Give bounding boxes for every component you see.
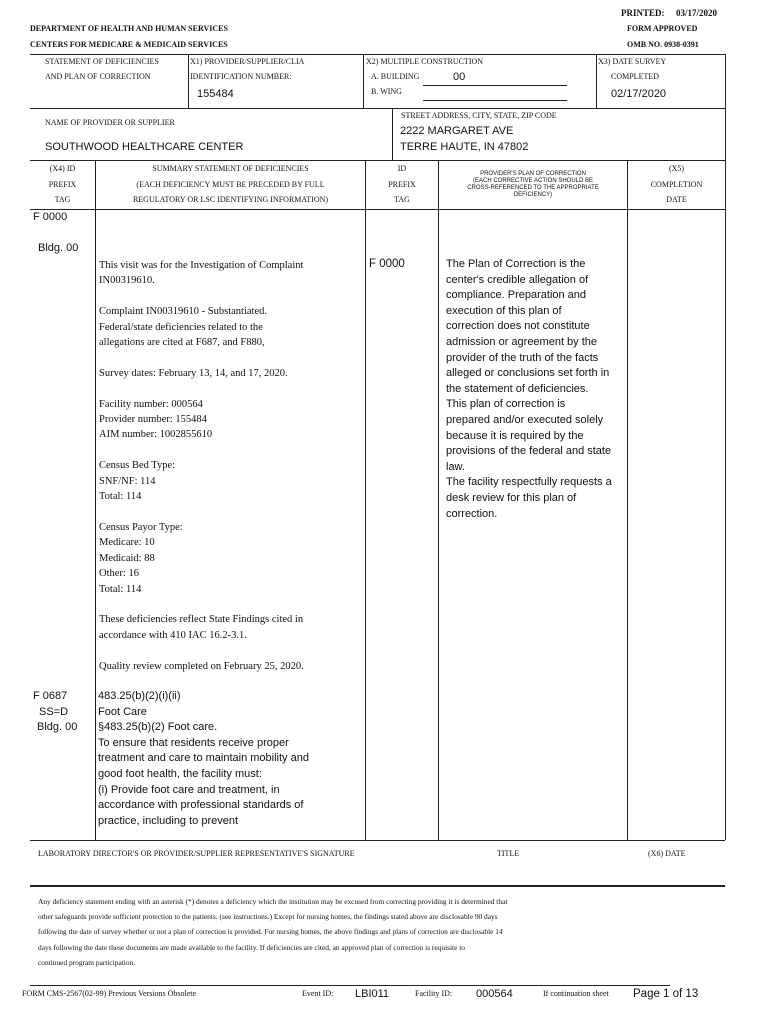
- x1-label-line2: IDENTIFICATION NUMBER:: [190, 72, 292, 81]
- signature-date-label: (X6) DATE: [648, 849, 686, 858]
- wing-label: B. WING: [371, 87, 402, 96]
- id-header-line1: ID: [397, 164, 407, 173]
- cms-name: CENTERS FOR MEDICARE & MEDICAID SERVICES: [30, 40, 228, 49]
- plan-header-line2: (EACH CORRECTIVE ACTION SHOULD BE: [472, 178, 594, 184]
- form-approved: FORM APPROVED: [627, 24, 698, 33]
- x4-header-line1: (X4) ID: [49, 164, 76, 173]
- x5-header-line1: (X5): [668, 164, 685, 173]
- x5-header-line2: COMPLETION: [650, 180, 703, 189]
- omb-number: OMB NO. 0938-0391: [627, 40, 699, 49]
- x4-header-line2: PREFIX: [48, 180, 77, 189]
- summary-header-line3: REGULATORY OR LSC IDENTIFYING INFORMATION): [132, 195, 329, 204]
- building-tag-f0687: Bldg. 00: [37, 721, 78, 734]
- statement-label-line2: AND PLAN OF CORRECTION: [45, 72, 151, 81]
- building-label: A. BUILDING: [371, 72, 420, 81]
- x3-label-line2: COMPLETED: [611, 72, 659, 81]
- page-number: Page 1 of 13: [633, 988, 699, 1000]
- building-tag: Bldg. 00: [38, 242, 79, 254]
- event-id-label: Event ID:: [302, 989, 334, 998]
- signature-label: LABORATORY DIRECTOR'S OR PROVIDER/SUPPLIER REPRESENTATIVE'S SIGNATURE: [38, 849, 355, 858]
- plan-header-line3: CROSS-REFERENCED TO THE APPROPRIATE: [467, 185, 599, 191]
- x3-label-line1: X3) DATE SURVEY: [598, 57, 667, 66]
- x5-header-line3: DATE: [666, 195, 687, 204]
- provider-id-number: 155484: [197, 88, 234, 100]
- continuation-label: If continuation sheet: [543, 989, 609, 998]
- form-number: FORM CMS-2567(02-99) Previous Versions Obsolete: [22, 989, 197, 998]
- printed-label: PRINTED:: [621, 8, 665, 18]
- plan-header-line4: DEFICIENCY): [513, 192, 553, 198]
- id-header-line2: PREFIX: [388, 180, 416, 189]
- x2-label: X2) MULTIPLE CONSTRUCTION: [366, 57, 484, 66]
- facility-id-value: 000564: [476, 988, 513, 1000]
- x1-label-line1: X1) PROVIDER/SUPPLIER/CLIA: [190, 57, 305, 66]
- f687-regulation-text: 483.25(b)(2)(i)(ii) Foot Care §483.25(b)(2) Foot care. To ensure that residents receive proper treatment and care to maintain mobility and good foot health, the facility must: (i) Provide foot care and treatment, in accordance with professional standards of practice, including to prevent: [98, 690, 309, 827]
- id-header-line3: TAG: [394, 195, 410, 204]
- department-name: DEPARTMENT OF HEALTH AND HUMAN SERVICES: [30, 24, 228, 33]
- event-id-value: LBI011: [355, 988, 390, 1000]
- statement-label-line1: STATEMENT OF DEFICIENCIES: [45, 57, 159, 66]
- prefix-tag-f0687: [33, 689, 77, 736]
- x4-header-line3: TAG: [54, 195, 71, 204]
- plan-header: [439, 171, 627, 199]
- id-prefix-tag-f0000: F 0000: [369, 258, 405, 270]
- summary-header-line1: SUMMARY STATEMENT OF DEFICIENCIES: [152, 164, 309, 173]
- prefix-tag-f0000: F 0000: [33, 211, 68, 223]
- address-line1: 2222 MARGARET AVE: [400, 125, 514, 137]
- provider-name-label: NAME OF PROVIDER OR SUPPLIER: [45, 118, 175, 127]
- scope-severity: SS=D: [39, 705, 69, 718]
- summary-statement-intro: This visit was for the Investigation of Complaint IN00319610. Complaint IN00319610 - Substantiated. Federal/state deficiencies related to the allegations are cited at F687, and F880, Survey dates: February 13, 14, and 17, 2020. Facility number: 000564 Provider number: 155484 AIM number: 1002855610 Census Bed Type: SNF/NF: 114 Total: 114 Census Payor Type: Medicare: 10 Medicaid: 88 Other: 16 Total: 114 These deficiencies reflect State Findings cited in accordance with 410 IAC 16.2-3.1. Quality review completed on February 25, 2020.: [99, 260, 304, 672]
- address-line2: TERRE HAUTE, IN 47802: [400, 141, 529, 153]
- facility-id-label: Facility ID:: [415, 989, 453, 998]
- plan-of-correction-text: The Plan of Correction is the center's credible allegation of compliance. Preparation and execution of this plan of correction does not constitute admission or agreement by the provider of the truth of the facts alleged or conclusions set forth in the statement of deficiencies. This plan of correction is prepared and/or executed solely because it is required by the provisions of the federal and state law. The facility respectfully requests a desk review for this plan of correction.: [446, 258, 612, 520]
- tag-f0687: F 0687: [33, 690, 68, 702]
- building-value: 00: [453, 71, 466, 83]
- survey-completed-date: 02/17/2020: [611, 88, 667, 100]
- printed-date: 03/17/2020: [676, 8, 718, 18]
- title-label: TITLE: [497, 849, 520, 858]
- plan-header-line1: PROVIDER'S PLAN OF CORRECTION: [480, 171, 586, 177]
- address-label: STREET ADDRESS, CITY, STATE, ZIP CODE: [401, 111, 557, 120]
- disclosure-footnote: Any deficiency statement ending with an asterisk (*) denotes a deficiency which the institution may be excused from correcting providing it is determined that other safeguards provide sufficient protection to the patients. (see instructions.) Except for nursing homes, the findings stated above are disclosable 90 days following the date of survey whether or not a plan of correction is provided. For nursing homes, the above findings and plans of correction are disclosable 14 days following the date these documents are made available to the facility. If deficiencies are cited, an approved plan of correction is requisite to continued program participation.: [38, 897, 508, 967]
- summary-header-line2: (EACH DEFICIENCY MUST BE PRECEDED BY FULL: [136, 180, 325, 189]
- provider-name: SOUTHWOOD HEALTHCARE CENTER: [45, 141, 244, 153]
